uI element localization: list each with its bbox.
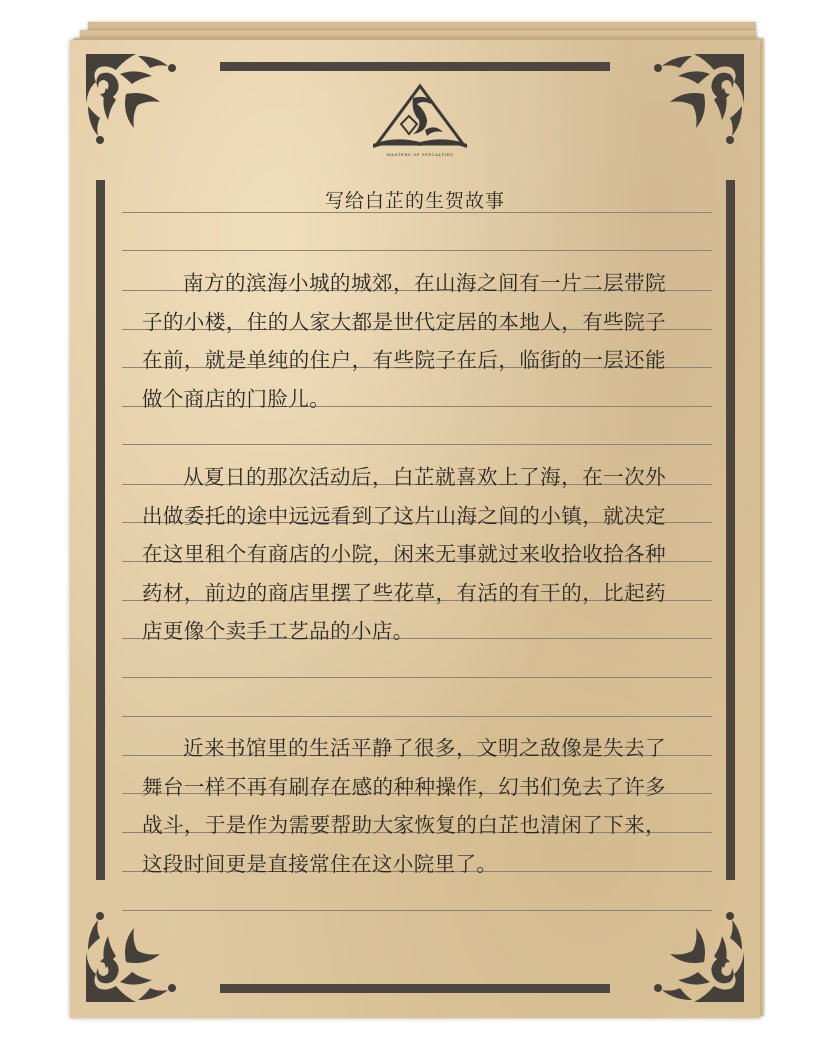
ruled-line	[122, 444, 712, 445]
ruled-line	[122, 910, 712, 911]
ruled-line	[122, 677, 712, 678]
ruled-line	[122, 250, 712, 251]
letter-content	[70, 0, 760, 1056]
letter-paragraph-3: 近来书馆里的生活平静了很多，文明之敌像是失去了舞台一样不再有刷存在感的种种操作，幻书们免去了许多战斗，于是作为需要帮助大家恢复的白芷也清闲了下来，这段时间更是直接常住在这小院里了。	[142, 736, 666, 876]
letter-paragraph-2: 从夏日的那次活动后，白芷就喜欢上了海，在一次外出做委托的途中远远看到了这片山海之间的小镇，就决定在这里租个有商店的小院，闲来无事就过来收拾收拾各种药材，前边的商店里摆了些花草，有活的有干的，比起药店更像个卖手工艺品的小店。	[142, 465, 666, 643]
letter-title: 写给白芷的生贺故事	[324, 190, 505, 212]
letter-paragraph-1: 南方的滨海小城的城郊，在山海之间有一片二层带院子的小楼，住的人家大都是世代定居的本地人，有些院子在前，就是单纯的住户，有些院子在后，临街的一层还能做个商店的门脸儿。	[142, 271, 666, 411]
ruled-line	[122, 716, 712, 717]
logo-caption: MASTERS OF SPECALTIES	[386, 152, 454, 157]
